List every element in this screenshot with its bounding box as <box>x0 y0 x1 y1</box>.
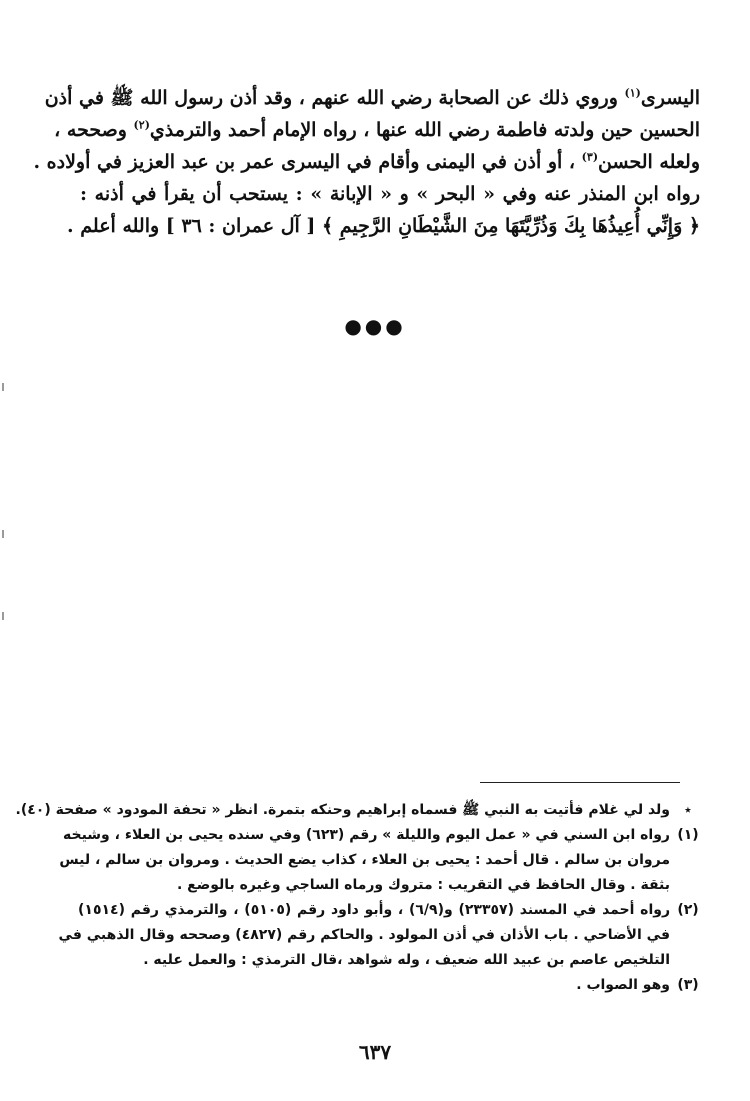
quran-verse-line: ﴿ وَإِنِّي أُعِيذُهَا بِكَ وَذُرِّيَّتَهَا مِنَ الشَّيْطَانِ الرَّجِيمِ ﴾ [ آل عمران : ٣٦ ] والله أعلم . <box>67 215 700 237</box>
footnote-3 <box>78 973 702 998</box>
footnote-marker: (٢) <box>677 902 699 918</box>
footnote-line: بثقة . وقال الحافظ في التقريب : متروك ورماه الساجي وغيره بالوضع . <box>176 877 670 893</box>
footnote-1 <box>59 823 702 898</box>
footnote-line: رواه ابن السني في « عمل اليوم والليلة » رقم (٦٢٣) وفي سنده يحيى بن العلاء ، وشيخه <box>62 827 670 843</box>
footnote-star <box>15 798 702 823</box>
footnote-marker: ٭ <box>684 802 692 818</box>
main-text-line: اليسرى$^{(١)}$ وروي ذلك عن الصحابة رضي الله عنهم ، وقد أذن رسول الله ﷺ في أذن <box>44 86 700 109</box>
scan-edge-mark <box>2 612 4 620</box>
footnote-line: رواه أحمد في المسند (٢٣٣٥٧) و(٦/٩) ، وأبو داود رقم (٥١٠٥) ، والترمذي رقم (١٥١٤) <box>78 902 671 918</box>
footnote-marker: (٣) <box>677 977 699 993</box>
scan-edge-mark <box>2 530 4 538</box>
footnote-divider <box>480 782 680 783</box>
footnote-ref-3[interactable]: (٣) <box>581 150 599 164</box>
page-number: ٦٣٧ <box>358 1040 392 1064</box>
footnote-ref-2[interactable]: (٢) <box>133 118 150 132</box>
footnote-line: مروان بن سالم . قال أحمد : يحيى بن العلاء ، كذاب يضع الحديث . ومروان بن سالم ، ليس <box>59 852 670 868</box>
quran-verse: ﴿ وَإِنِّي أُعِيذُهَا بِكَ وَذُرِّيَّتَهَا مِنَ الشَّيْطَانِ الرَّجِيمِ ﴾ <box>322 215 700 237</box>
footnote-marker: (١) <box>677 827 699 843</box>
footnote-line: وهو الصواب . <box>576 977 670 993</box>
main-text-block <box>33 82 700 242</box>
main-text-line: ولعله الحسن$^{(٣)}$ ، أو أذن في اليمنى وأقام في اليسرى عمر بن عبد العزيز في أولاده . <box>33 150 700 173</box>
section-separator: ●●● <box>344 314 406 338</box>
footnote-line: ولد لي غلام فأتيت به النبي ﷺ فسماه إبراهيم وحنكه بتمرة. انظر « تحفة المودود » صفحة (٤٠). <box>15 802 670 818</box>
footnote-line: في الأضاحي . باب الأذان في أذن المولود . والحاكم رقم (٤٨٢٧) وصححه وقال الذهبي في <box>58 927 670 943</box>
footnote-2 <box>58 898 702 973</box>
main-text-line: رواه ابن المنذر عنه وفي « البحر » و « الإبانة » : يستحب أن يقرأ في أذنه : <box>80 183 700 205</box>
scan-edge-mark <box>2 383 4 391</box>
main-text-line: الحسين حين ولدته فاطمة رضي الله عنها ، رواه الإمام أحمد والترمذي$^{(٢)}$ وصححه ، <box>54 118 700 141</box>
footnote-line: التلخيص عاصم بن عبيد الله ضعيف ، وله شواهد ،قال الترمذي : والعمل عليه . <box>143 952 670 968</box>
footnotes-block <box>15 798 702 998</box>
footnote-ref-1[interactable]: (١) <box>624 86 641 100</box>
